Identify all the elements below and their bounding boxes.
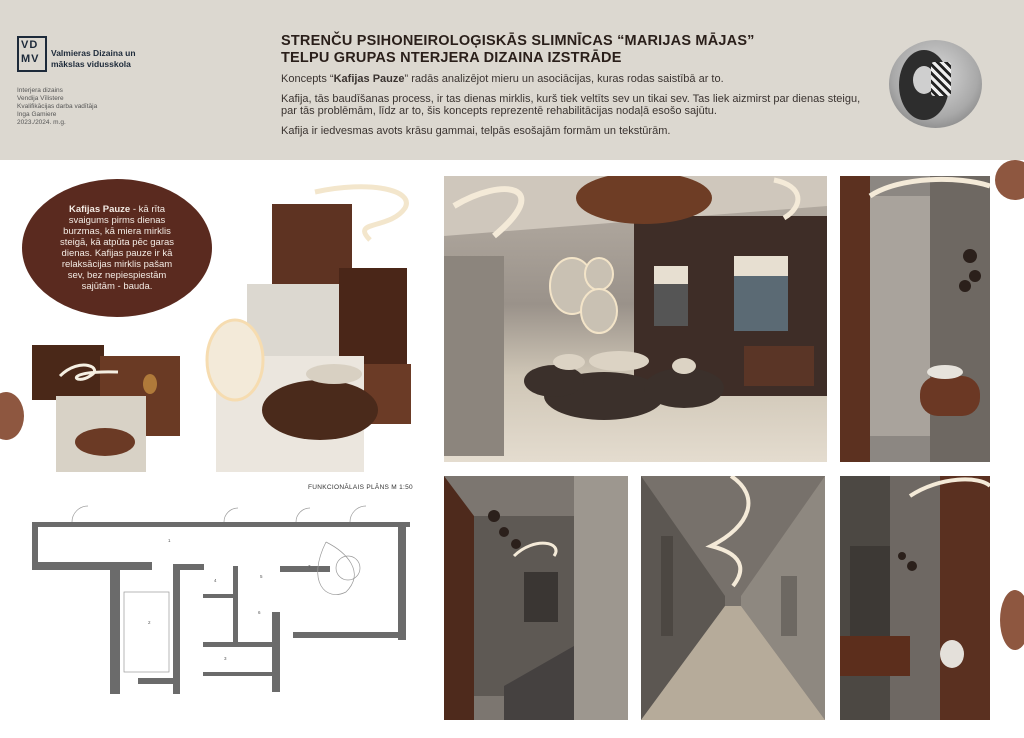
moodboard-dark-panel <box>339 268 407 366</box>
plan-room-label: 1 <box>168 538 171 543</box>
concept-p1-post: ” radās analizējot mieru un asociācijas, kuras rodas saistībā ar to. <box>404 73 724 85</box>
coffee-splash-bottom-right <box>1000 590 1024 650</box>
moodboard-sink <box>75 428 135 456</box>
title-line1: STRENČU PSIHONEIROLOĢISKĀS SLIMNĪCAS “MARIJAS MĀJAS” <box>281 33 755 49</box>
render-stair-corridor <box>444 476 628 720</box>
moodboard <box>20 180 420 480</box>
header-band <box>0 0 1024 160</box>
concept-paragraph-2: Kafija, tās baudīšanas process, ir tas dienas mirklis, kurš tiek veltīts sev un tikai sev. Tas liek aizmirst par dienas steigu, par tās problēmām, līdz ar to, šis koncepts reprezentē rehabilitācijas nodaļā esošo sajūtu. <box>281 93 861 117</box>
credit-line: Interjera dizains <box>17 87 63 94</box>
credit-line: 2023./2024. m.g. <box>17 119 66 126</box>
moodboard-pouf <box>262 380 378 440</box>
concept-oval-bold: Kafijas Pauze <box>68 204 131 215</box>
credit-line: Kvalifikācijas darba vadītāja <box>17 103 98 110</box>
plan-room-label: 3 <box>224 656 227 661</box>
render-long-corridor <box>641 476 825 720</box>
school-logo <box>17 36 47 72</box>
concept-oval-body: - kā rīta svaigums pirms dienas burzmas, kā miera mirklis steigā, kā atpūta pēc garas dienas. Kafijas pauze ir kā relaksācijas mirklis pašam sev, bez nepiespiestām sajūtām - bauda. <box>59 204 175 292</box>
plan-label: FUNKCIONĀLAIS PLĀNS M 1:50 <box>308 484 413 491</box>
plan-room-label: 5 <box>260 574 263 579</box>
concept-paragraph-1 <box>281 73 876 85</box>
title-line2: TELPU GRUPAS NTERJERA DIZAINA IZSTRĀDE <box>281 50 622 66</box>
plan-room-label: 7 <box>308 564 311 569</box>
plan-room-label: 6 <box>258 610 261 615</box>
credits-block <box>17 87 97 127</box>
credit-line: Vendija Vīlistere <box>17 95 64 102</box>
moodboard-pendant-bulb <box>143 374 157 394</box>
plan-room-label: 2 <box>148 620 151 625</box>
concept-p1-pre: Koncepts “ <box>281 73 334 85</box>
author-avatar <box>889 40 982 128</box>
logo-top-text: VD <box>21 39 39 51</box>
render-wc <box>840 476 990 720</box>
school-name-line2: mākslas vidusskola <box>51 59 131 69</box>
concept-p1-bold: Kafijas Pauze <box>333 73 405 85</box>
moodboard-mirror <box>207 320 263 400</box>
school-name-line1: Valmieras Dizaina un <box>51 48 136 58</box>
coffee-splash-top-right <box>995 160 1024 200</box>
render-lounge <box>444 176 827 462</box>
floor-plan <box>28 502 414 700</box>
credit-line: Inga Gamiere <box>17 111 57 118</box>
page-title <box>281 33 755 67</box>
concept-paragraph-3: Kafija ir iedvesmas avots krāsu gammai, telpās esošajām formām un tekstūrām. <box>281 125 671 137</box>
concept-text <box>281 73 876 145</box>
school-name <box>51 48 151 70</box>
logo-bottom-text: MV <box>21 53 40 65</box>
moodboard-pouf-cushion <box>306 364 362 384</box>
render-washbasin <box>840 176 990 462</box>
plan-room-label: 4 <box>214 578 217 583</box>
